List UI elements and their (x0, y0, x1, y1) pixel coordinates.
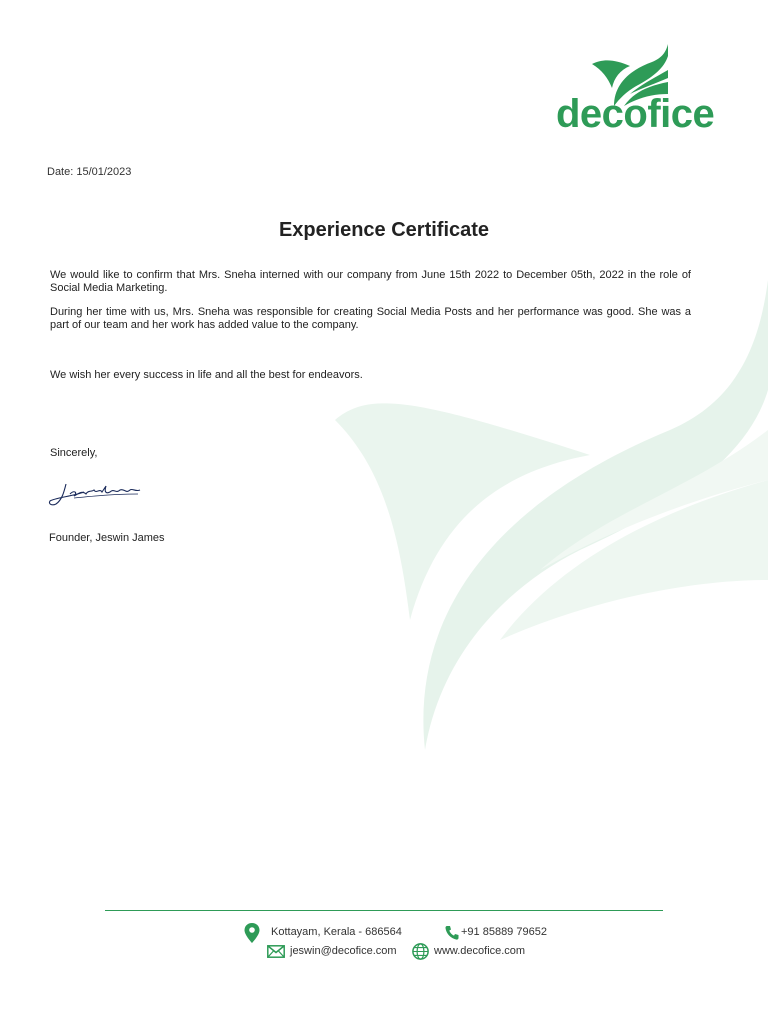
brand-logo (556, 44, 726, 138)
footer-website: www.decofice.com (434, 945, 526, 957)
page-title: Experience Certificate (278, 219, 490, 241)
date-line: Date: 15/01/2023 (47, 166, 132, 178)
signer-name: Founder, Jeswin James (49, 532, 165, 544)
body-paragraph-3: We wish her every success in life and all the best for endeavors. (50, 369, 363, 381)
closing-text: Sincerely, (50, 447, 98, 459)
handwritten-signature (44, 472, 144, 514)
footer-divider (105, 910, 663, 911)
globe-icon (412, 943, 429, 960)
bird-leaf-watermark-icon (330, 280, 768, 750)
brand-name: decofice (556, 92, 715, 136)
footer-phone: +91 85889 79652 (461, 926, 547, 938)
body-paragraph-2: During her time with us, Mrs. Sneha was responsible for creating Social Media Posts and her performance was good. She was a part of our team and her work has added value to the company. (50, 306, 691, 331)
mail-icon (267, 945, 285, 958)
phone-icon (445, 925, 459, 940)
body-paragraph-1: We would like to confirm that Mrs. Sneha interned with our company from June 15th 2022 to December 05th, 2022 in the role of Social Media Marketing. (50, 269, 691, 294)
footer-address: Kottayam, Kerala - 686564 (271, 926, 402, 938)
location-pin-icon (244, 923, 260, 943)
footer-email: jeswin@decofice.com (290, 945, 397, 957)
